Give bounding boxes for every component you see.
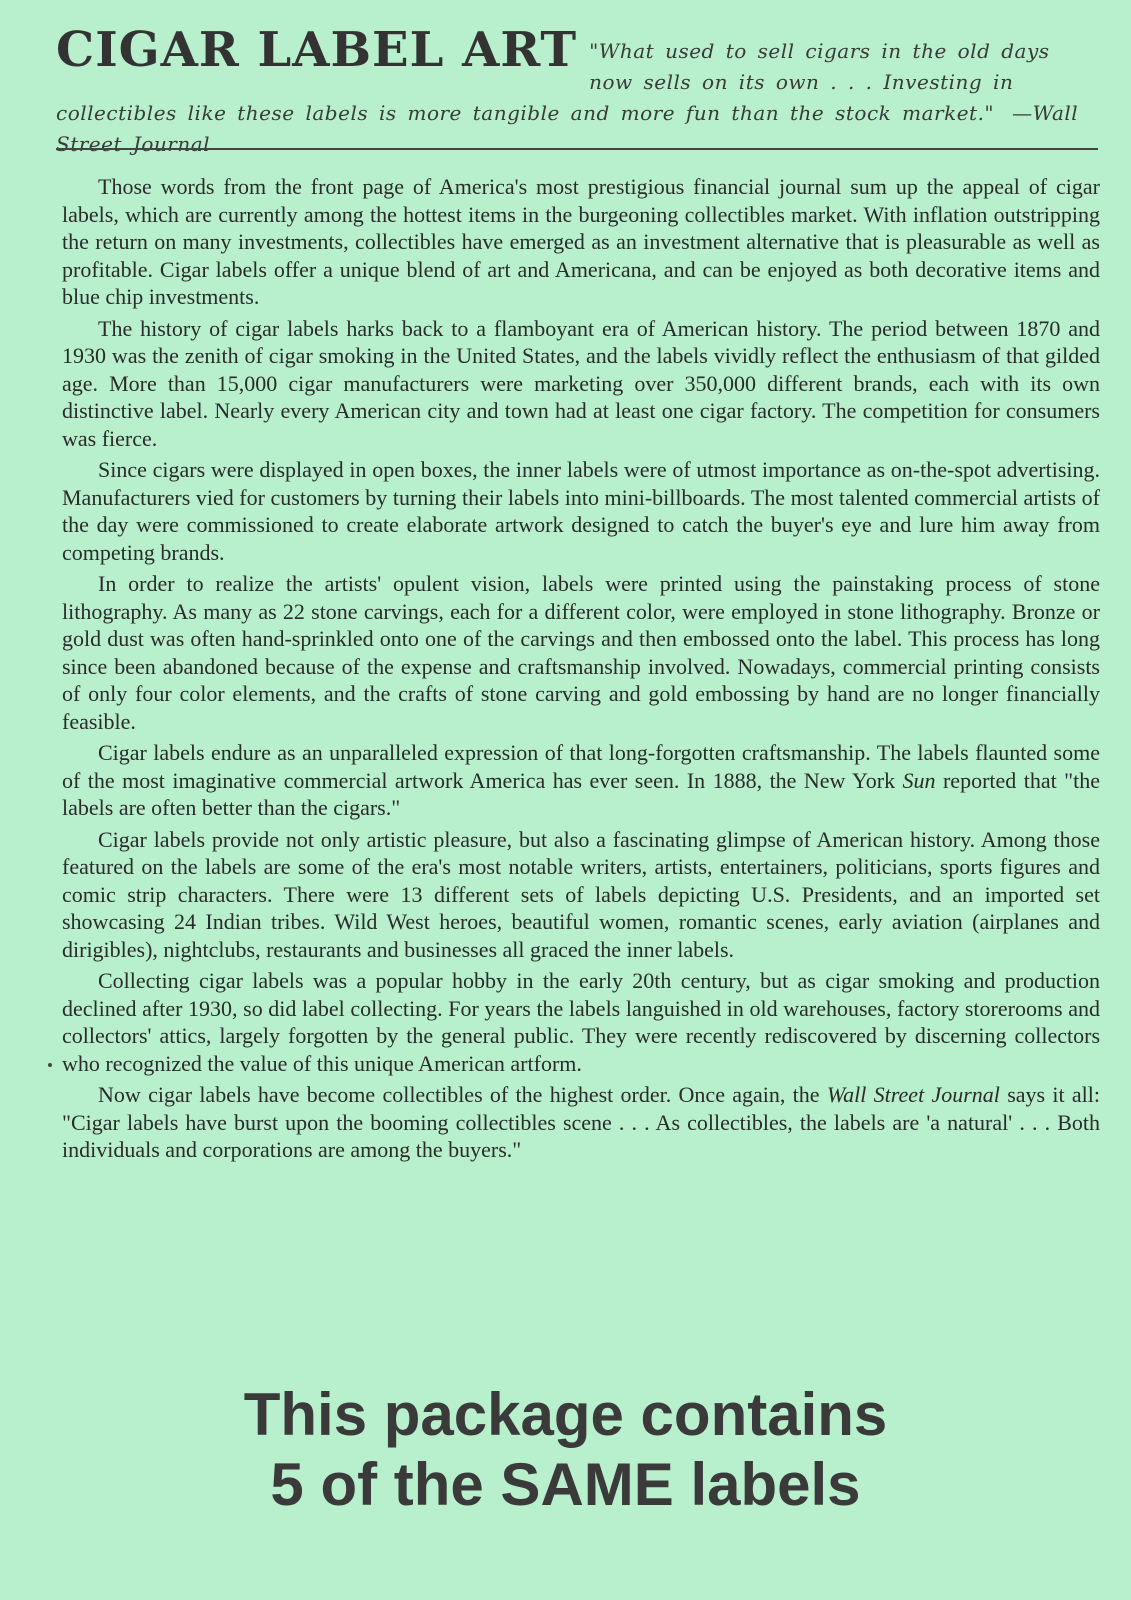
paragraph-8-text-b: says it all: "Cigar labels have burst upon the booming collectibles scene . . . As collectibles, the labels are 'a natural' . . . Both individuals and corporations are among the buyers." [62, 1082, 1101, 1162]
paragraph-1: Those words from the front page of America's most prestigious financial journal sum up the appeal of cigar labels, which are currently among the hottest items in the burgeoning collectibles market. With inflation outstripping the return on many investments, collectibles have emerged as an investment alternative that is pleasurable as well as profitable. Cigar labels offer a unique blend of art and Americana, and can be enjoyed as both decorative items and blue chip investments. [62, 174, 1100, 309]
package-notice [0, 1380, 1131, 1520]
article-body [62, 173, 1100, 1168]
paragraph-7: Collecting cigar labels was a popular hobby in the early 20th century, but as cigar smoking and production declined after 1930, so did label collecting. For years the labels languished in old warehouses, factory storerooms and collectors' attics, largely forgotten by the general public. They were recently rediscovered by discerning collectors who recognized the value of this unique American artform. [62, 968, 1100, 1076]
paragraph-5 [62, 739, 1100, 822]
header [56, 20, 1096, 160]
paragraph-4: In order to realize the artists' opulent vision, labels were printed using the painstaking process of stone lithography. As many as 22 stone carvings, each for a different color, were employed in stone lithography. Bronze or gold dust was often hand-sprinkled onto one of the carvings and then embossed onto the label. This process has long since been abandoned because of the expense and craftsmanship involved. Nowadays, commercial printing consists of only four color elements, and the crafts of stone carving and gold embossing by hand are no longer financially feasible. [62, 571, 1100, 734]
quote-text: "What used to sell cigars in the old days now sells on its own . . . Investing in collectibles like these labels is more tangible and more fun than the stock market." [56, 39, 1050, 125]
paragraph-2: The history of cigar labels harks back to a flamboyant era of American history. The period between 1870 and 1930 was the zenith of cigar smoking in the United States, and the labels vividly reflect the enthusiasm of that gilded age. More than 15,000 cigar manufacturers were marketing over 350,000 different brands, each with its own distinctive label. Nearly every American city and town had at least one cigar factory. The competition for consumers was fierce. [62, 315, 1100, 451]
page-title: CIGAR LABEL ART [56, 22, 578, 78]
paragraph-8 [62, 1081, 1100, 1164]
notice-line-1: This package contains [243, 1381, 888, 1448]
header-divider [56, 148, 1098, 150]
stray-ink-dot [48, 1063, 52, 1067]
quote-source: —Wall Street Journal [56, 101, 1079, 156]
paragraph-3: Since cigars were displayed in open boxes, the inner labels were of utmost importance as on-the-spot advertising. Manufacturers vied for customers by turning their labels into mini-billboards. The most talented commercial artists of the day were commissioned to create elaborate artwork designed to catch the buyer's eye and lure him away from competing brands. [62, 457, 1100, 565]
paragraph-5-text-a: Cigar labels endure as an unparalleled expression of that long-forgotten craftsmanship. The labels flaunted some of the most imaginative commercial artwork America has ever seen. In 1888, the New York [62, 740, 1100, 793]
paragraph-8-text-a: Now cigar labels have become collectibles of the highest order. Once again, the [98, 1082, 827, 1107]
notice-line-2: 5 of the SAME labels [270, 1451, 861, 1518]
journal-name: Wall Street Journal [826, 1082, 1000, 1107]
newspaper-name: Sun [902, 767, 936, 793]
paragraph-5-text-b: reported that "the labels are often better than the cigars." [62, 767, 1101, 820]
paragraph-6: Cigar labels provide not only artistic pleasure, but also a fascinating glimpse of American history. Among those featured on the labels are some of the era's most notable writers, artists, entertainers, politicians, sports figures and comic strip characters. There were 13 different sets of labels depicting U.S. Presidents, and an imported set showcasing 24 Indian tribes. Wild West heroes, beautiful women, romantic scenes, early aviation (airplanes and dirigibles), nightclubs, restaurants and businesses all graced the inner labels. [62, 826, 1100, 962]
